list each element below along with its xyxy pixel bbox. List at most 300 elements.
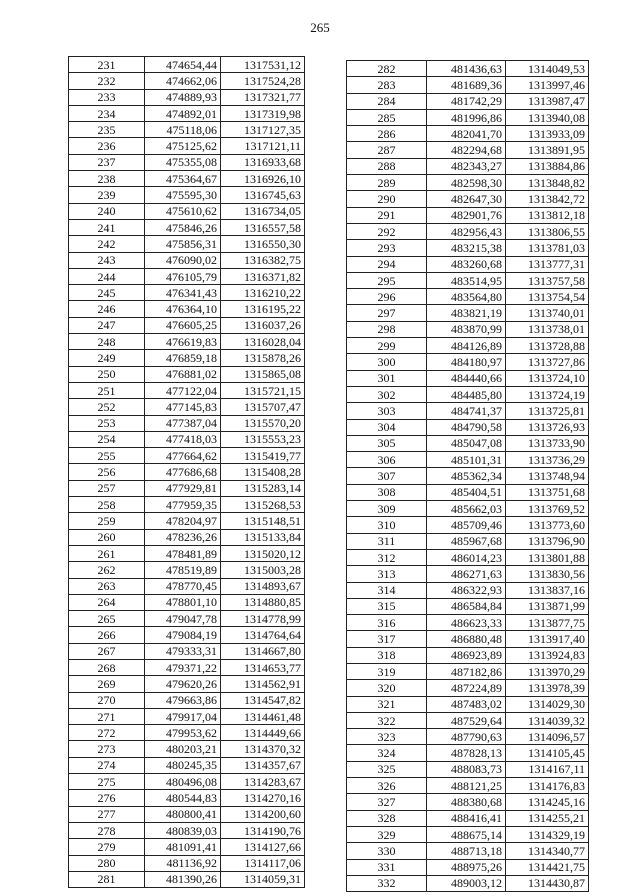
table-row: [69, 171, 305, 187]
point-number-cell: 317: [347, 631, 427, 647]
table-row: [347, 93, 589, 109]
x-coordinate-cell: 476859,18: [145, 350, 221, 366]
y-coordinate-cell: 1313781,03: [506, 240, 589, 256]
point-number-cell: 289: [347, 175, 427, 191]
table-row: [69, 497, 305, 513]
y-coordinate-cell: 1317531,12: [221, 57, 305, 73]
x-coordinate-cell: 487828,13: [427, 745, 506, 761]
y-coordinate-cell: 1314547,82: [221, 692, 305, 708]
y-coordinate-cell: 1314096,57: [506, 729, 589, 745]
point-number-cell: 320: [347, 680, 427, 696]
y-coordinate-cell: 1317319,98: [221, 105, 305, 121]
table-row: [69, 334, 305, 350]
x-coordinate-cell: 476090,02: [145, 252, 221, 268]
table-row: [69, 89, 305, 105]
point-number-cell: 309: [347, 501, 427, 517]
x-coordinate-cell: 485362,34: [427, 468, 506, 484]
table-row: [347, 696, 589, 712]
point-number-cell: 267: [69, 643, 145, 659]
table-row: [347, 712, 589, 728]
x-coordinate-cell: 476605,25: [145, 317, 221, 333]
table-row: [69, 138, 305, 154]
table-row: [347, 859, 589, 875]
point-number-cell: 311: [347, 533, 427, 549]
x-coordinate-cell: 476105,79: [145, 268, 221, 284]
point-number-cell: 257: [69, 480, 145, 496]
x-coordinate-cell: 483260,68: [427, 256, 506, 272]
point-number-cell: 281: [69, 871, 145, 887]
table-row: [69, 692, 305, 708]
point-number-cell: 272: [69, 725, 145, 741]
point-number-cell: 262: [69, 562, 145, 578]
y-coordinate-cell: 1313842,72: [506, 191, 589, 207]
page-number: 265: [310, 20, 330, 35]
y-coordinate-cell: 1313933,09: [506, 126, 589, 142]
x-coordinate-cell: 487182,86: [427, 663, 506, 679]
x-coordinate-cell: 485101,31: [427, 452, 506, 468]
x-coordinate-cell: 482956,43: [427, 223, 506, 239]
x-coordinate-cell: 480544,83: [145, 790, 221, 806]
point-number-cell: 258: [69, 497, 145, 513]
x-coordinate-cell: 481091,41: [145, 839, 221, 855]
y-coordinate-cell: 1317524,28: [221, 73, 305, 89]
x-coordinate-cell: 484790,58: [427, 419, 506, 435]
x-coordinate-cell: 480496,08: [145, 774, 221, 790]
point-number-cell: 277: [69, 806, 145, 822]
table-row: [347, 810, 589, 826]
x-coordinate-cell: 474889,93: [145, 89, 221, 105]
table-row: [69, 122, 305, 138]
table-row: [69, 757, 305, 773]
y-coordinate-cell: 1314190,76: [221, 822, 305, 838]
y-coordinate-cell: 1316210,22: [221, 285, 305, 301]
y-coordinate-cell: 1313801,88: [506, 549, 589, 565]
x-coordinate-cell: 486271,63: [427, 566, 506, 582]
y-coordinate-cell: 1314329,19: [506, 826, 589, 842]
point-number-cell: 273: [69, 741, 145, 757]
table-row: [347, 501, 589, 517]
table-row: [69, 855, 305, 871]
y-coordinate-cell: 1313987,47: [506, 93, 589, 109]
table-row: [69, 154, 305, 170]
table-row: [347, 207, 589, 223]
point-number-cell: 252: [69, 399, 145, 415]
y-coordinate-cell: 1314029,30: [506, 696, 589, 712]
x-coordinate-cell: 485047,08: [427, 435, 506, 451]
point-number-cell: 323: [347, 729, 427, 745]
point-number-cell: 295: [347, 272, 427, 288]
y-coordinate-cell: 1313724,19: [506, 386, 589, 402]
x-coordinate-cell: 483870,99: [427, 321, 506, 337]
x-coordinate-cell: 481996,86: [427, 109, 506, 125]
table-row: [69, 415, 305, 431]
x-coordinate-cell: 475125,62: [145, 138, 221, 154]
x-coordinate-cell: 483564,80: [427, 289, 506, 305]
point-number-cell: 261: [69, 545, 145, 561]
x-coordinate-cell: 484485,80: [427, 386, 506, 402]
y-coordinate-cell: 1314270,16: [221, 790, 305, 806]
x-coordinate-cell: 477387,04: [145, 415, 221, 431]
table-row: [69, 399, 305, 415]
x-coordinate-cell: 480839,03: [145, 822, 221, 838]
y-coordinate-cell: 1316550,30: [221, 236, 305, 252]
x-coordinate-cell: 481689,36: [427, 77, 506, 93]
table-row: [69, 659, 305, 675]
y-coordinate-cell: 1313728,88: [506, 338, 589, 354]
table-row: [347, 142, 589, 158]
point-number-cell: 240: [69, 203, 145, 219]
x-coordinate-cell: 478770,45: [145, 578, 221, 594]
point-number-cell: 318: [347, 647, 427, 663]
table-row: [347, 729, 589, 745]
y-coordinate-cell: 1313757,58: [506, 272, 589, 288]
y-coordinate-cell: 1313871,99: [506, 598, 589, 614]
point-number-cell: 313: [347, 566, 427, 582]
x-coordinate-cell: 479620,26: [145, 676, 221, 692]
x-coordinate-cell: 474892,01: [145, 105, 221, 121]
point-number-cell: 321: [347, 696, 427, 712]
point-number-cell: 260: [69, 529, 145, 545]
table-row: [69, 822, 305, 838]
x-coordinate-cell: 476619,83: [145, 334, 221, 350]
point-number-cell: 308: [347, 484, 427, 500]
table-row: [69, 480, 305, 496]
x-coordinate-cell: 478481,89: [145, 545, 221, 561]
x-coordinate-cell: 484126,89: [427, 338, 506, 354]
table-row: [69, 187, 305, 203]
y-coordinate-cell: 1316382,75: [221, 252, 305, 268]
point-number-cell: 312: [347, 549, 427, 565]
point-number-cell: 322: [347, 712, 427, 728]
y-coordinate-cell: 1315553,23: [221, 431, 305, 447]
table-row: [347, 745, 589, 761]
point-number-cell: 278: [69, 822, 145, 838]
y-coordinate-cell: 1314176,83: [506, 778, 589, 794]
x-coordinate-cell: 488083,73: [427, 761, 506, 777]
table-row: [69, 57, 305, 73]
point-number-cell: 247: [69, 317, 145, 333]
x-coordinate-cell: 482647,30: [427, 191, 506, 207]
table-row: [69, 431, 305, 447]
y-coordinate-cell: 1313733,90: [506, 435, 589, 451]
table-row: [347, 517, 589, 533]
x-coordinate-cell: 475856,31: [145, 236, 221, 252]
table-row: [347, 191, 589, 207]
y-coordinate-cell: 1315268,53: [221, 497, 305, 513]
y-coordinate-cell: 1316734,05: [221, 203, 305, 219]
table-row: [69, 513, 305, 529]
point-number-cell: 304: [347, 419, 427, 435]
table-row: [69, 676, 305, 692]
x-coordinate-cell: 484440,66: [427, 370, 506, 386]
x-coordinate-cell: 488121,25: [427, 778, 506, 794]
point-number-cell: 324: [347, 745, 427, 761]
point-number-cell: 243: [69, 252, 145, 268]
table-row: [347, 647, 589, 663]
point-number-cell: 329: [347, 826, 427, 842]
table-row: [69, 790, 305, 806]
point-number-cell: 234: [69, 105, 145, 121]
coordinates-table-left: [68, 56, 305, 888]
x-coordinate-cell: 478236,26: [145, 529, 221, 545]
x-coordinate-cell: 483821,19: [427, 305, 506, 321]
y-coordinate-cell: 1313924,83: [506, 647, 589, 663]
x-coordinate-cell: 477418,03: [145, 431, 221, 447]
y-coordinate-cell: 1314167,11: [506, 761, 589, 777]
y-coordinate-cell: 1315570,20: [221, 415, 305, 431]
y-coordinate-cell: 1314283,67: [221, 774, 305, 790]
y-coordinate-cell: 1314357,67: [221, 757, 305, 773]
point-number-cell: 255: [69, 448, 145, 464]
y-coordinate-cell: 1314255,21: [506, 810, 589, 826]
point-number-cell: 284: [347, 93, 427, 109]
x-coordinate-cell: 489003,12: [427, 875, 506, 891]
y-coordinate-cell: 1313891,95: [506, 142, 589, 158]
x-coordinate-cell: 485662,03: [427, 501, 506, 517]
point-number-cell: 275: [69, 774, 145, 790]
x-coordinate-cell: 480203,21: [145, 741, 221, 757]
table-row: [69, 73, 305, 89]
point-number-cell: 290: [347, 191, 427, 207]
y-coordinate-cell: 1313769,52: [506, 501, 589, 517]
table-row: [69, 562, 305, 578]
point-number-cell: 245: [69, 285, 145, 301]
y-coordinate-cell: 1313738,01: [506, 321, 589, 337]
y-coordinate-cell: 1316933,68: [221, 154, 305, 170]
x-coordinate-cell: 479917,04: [145, 708, 221, 724]
x-coordinate-cell: 486623,33: [427, 615, 506, 631]
table-row: [347, 403, 589, 419]
table-row: [347, 663, 589, 679]
point-number-cell: 253: [69, 415, 145, 431]
table-row: [69, 448, 305, 464]
y-coordinate-cell: 1314245,16: [506, 794, 589, 810]
y-coordinate-cell: 1313740,01: [506, 305, 589, 321]
point-number-cell: 265: [69, 611, 145, 627]
x-coordinate-cell: 482294,68: [427, 142, 506, 158]
point-number-cell: 299: [347, 338, 427, 354]
x-coordinate-cell: 486923,89: [427, 647, 506, 663]
table-row: [347, 761, 589, 777]
x-coordinate-cell: 481390,26: [145, 871, 221, 887]
point-number-cell: 301: [347, 370, 427, 386]
x-coordinate-cell: 488416,41: [427, 810, 506, 826]
point-number-cell: 298: [347, 321, 427, 337]
table-row: [347, 566, 589, 582]
y-coordinate-cell: 1316195,22: [221, 301, 305, 317]
x-coordinate-cell: 477145,83: [145, 399, 221, 415]
table-row: [347, 370, 589, 386]
x-coordinate-cell: 479333,31: [145, 643, 221, 659]
table-row: [69, 839, 305, 855]
point-number-cell: 307: [347, 468, 427, 484]
point-number-cell: 300: [347, 354, 427, 370]
table-row: [69, 219, 305, 235]
x-coordinate-cell: 481136,92: [145, 855, 221, 871]
point-number-cell: 256: [69, 464, 145, 480]
x-coordinate-cell: 475364,67: [145, 171, 221, 187]
table-row: [347, 615, 589, 631]
y-coordinate-cell: 1315721,15: [221, 382, 305, 398]
y-coordinate-cell: 1314039,32: [506, 712, 589, 728]
x-coordinate-cell: 475118,06: [145, 122, 221, 138]
y-coordinate-cell: 1313773,60: [506, 517, 589, 533]
point-number-cell: 280: [69, 855, 145, 871]
x-coordinate-cell: 475610,62: [145, 203, 221, 219]
x-coordinate-cell: 477122,04: [145, 382, 221, 398]
table-row: [69, 350, 305, 366]
x-coordinate-cell: 481436,63: [427, 61, 506, 77]
table-row: [347, 549, 589, 565]
point-number-cell: 276: [69, 790, 145, 806]
point-number-cell: 239: [69, 187, 145, 203]
point-number-cell: 297: [347, 305, 427, 321]
y-coordinate-cell: 1316037,26: [221, 317, 305, 333]
point-number-cell: 249: [69, 350, 145, 366]
x-coordinate-cell: 479953,62: [145, 725, 221, 741]
x-coordinate-cell: 474654,44: [145, 57, 221, 73]
y-coordinate-cell: 1313940,08: [506, 109, 589, 125]
table-row: [69, 529, 305, 545]
point-number-cell: 319: [347, 663, 427, 679]
y-coordinate-cell: 1314430,87: [506, 875, 589, 891]
x-coordinate-cell: 475355,08: [145, 154, 221, 170]
y-coordinate-cell: 1316557,58: [221, 219, 305, 235]
y-coordinate-cell: 1313830,56: [506, 566, 589, 582]
y-coordinate-cell: 1314370,32: [221, 741, 305, 757]
y-coordinate-cell: 1314778,99: [221, 611, 305, 627]
x-coordinate-cell: 477664,62: [145, 448, 221, 464]
point-number-cell: 310: [347, 517, 427, 533]
point-number-cell: 254: [69, 431, 145, 447]
y-coordinate-cell: 1313812,18: [506, 207, 589, 223]
x-coordinate-cell: 486880,48: [427, 631, 506, 647]
table-row: [69, 806, 305, 822]
y-coordinate-cell: 1314893,67: [221, 578, 305, 594]
x-coordinate-cell: 486584,84: [427, 598, 506, 614]
table-row: [69, 285, 305, 301]
y-coordinate-cell: 1313997,46: [506, 77, 589, 93]
x-coordinate-cell: 487224,89: [427, 680, 506, 696]
point-number-cell: 330: [347, 843, 427, 859]
point-number-cell: 294: [347, 256, 427, 272]
table-row: [347, 582, 589, 598]
point-number-cell: 288: [347, 158, 427, 174]
point-number-cell: 315: [347, 598, 427, 614]
table-row: [69, 643, 305, 659]
x-coordinate-cell: 487483,02: [427, 696, 506, 712]
table-row: [69, 268, 305, 284]
y-coordinate-cell: 1315133,84: [221, 529, 305, 545]
x-coordinate-cell: 478801,10: [145, 594, 221, 610]
y-coordinate-cell: 1313748,94: [506, 468, 589, 484]
x-coordinate-cell: 485404,51: [427, 484, 506, 500]
y-coordinate-cell: 1314562,91: [221, 676, 305, 692]
table-row: [69, 366, 305, 382]
table-row: [347, 256, 589, 272]
point-number-cell: 242: [69, 236, 145, 252]
x-coordinate-cell: 480800,41: [145, 806, 221, 822]
x-coordinate-cell: 475595,30: [145, 187, 221, 203]
table-row: [347, 778, 589, 794]
x-coordinate-cell: 488675,14: [427, 826, 506, 842]
y-coordinate-cell: 1313884,86: [506, 158, 589, 174]
table-row: [347, 77, 589, 93]
y-coordinate-cell: 1317127,35: [221, 122, 305, 138]
table-row: [347, 875, 589, 891]
x-coordinate-cell: 485709,46: [427, 517, 506, 533]
table-row: [69, 382, 305, 398]
table-row: [69, 105, 305, 121]
y-coordinate-cell: 1313736,29: [506, 452, 589, 468]
y-coordinate-cell: 1314449,66: [221, 725, 305, 741]
y-coordinate-cell: 1314340,77: [506, 843, 589, 859]
point-number-cell: 316: [347, 615, 427, 631]
table-row: [69, 725, 305, 741]
y-coordinate-cell: 1316371,82: [221, 268, 305, 284]
x-coordinate-cell: 474662,06: [145, 73, 221, 89]
table-row: [347, 175, 589, 191]
x-coordinate-cell: 477929,81: [145, 480, 221, 496]
y-coordinate-cell: 1315878,26: [221, 350, 305, 366]
point-number-cell: 287: [347, 142, 427, 158]
table-row: [69, 236, 305, 252]
point-number-cell: 283: [347, 77, 427, 93]
point-number-cell: 271: [69, 708, 145, 724]
table-row: [69, 594, 305, 610]
table-row: [69, 464, 305, 480]
table-row: [69, 252, 305, 268]
point-number-cell: 237: [69, 154, 145, 170]
point-number-cell: 270: [69, 692, 145, 708]
point-number-cell: 326: [347, 778, 427, 794]
table-row: [347, 680, 589, 696]
table-row: [347, 598, 589, 614]
y-coordinate-cell: 1313724,10: [506, 370, 589, 386]
y-coordinate-cell: 1313837,16: [506, 582, 589, 598]
y-coordinate-cell: 1316745,63: [221, 187, 305, 203]
point-number-cell: 314: [347, 582, 427, 598]
y-coordinate-cell: 1315003,28: [221, 562, 305, 578]
table-row: [347, 419, 589, 435]
point-number-cell: 235: [69, 122, 145, 138]
table-row: [69, 317, 305, 333]
y-coordinate-cell: 1313726,93: [506, 419, 589, 435]
x-coordinate-cell: 485967,68: [427, 533, 506, 549]
table-row: [347, 289, 589, 305]
x-coordinate-cell: 475846,26: [145, 219, 221, 235]
y-coordinate-cell: 1313725,81: [506, 403, 589, 419]
y-coordinate-cell: 1313796,90: [506, 533, 589, 549]
y-coordinate-cell: 1317321,77: [221, 89, 305, 105]
coordinates-table-right: [346, 60, 589, 892]
point-number-cell: 231: [69, 57, 145, 73]
y-coordinate-cell: 1313978,39: [506, 680, 589, 696]
x-coordinate-cell: 476364,10: [145, 301, 221, 317]
y-coordinate-cell: 1316926,10: [221, 171, 305, 187]
x-coordinate-cell: 486322,93: [427, 582, 506, 598]
point-number-cell: 233: [69, 89, 145, 105]
y-coordinate-cell: 1314667,80: [221, 643, 305, 659]
x-coordinate-cell: 482901,76: [427, 207, 506, 223]
y-coordinate-cell: 1314653,77: [221, 659, 305, 675]
x-coordinate-cell: 488975,26: [427, 859, 506, 875]
point-number-cell: 305: [347, 435, 427, 451]
table-row: [347, 386, 589, 402]
table-row: [347, 223, 589, 239]
point-number-cell: 285: [347, 109, 427, 125]
point-number-cell: 293: [347, 240, 427, 256]
